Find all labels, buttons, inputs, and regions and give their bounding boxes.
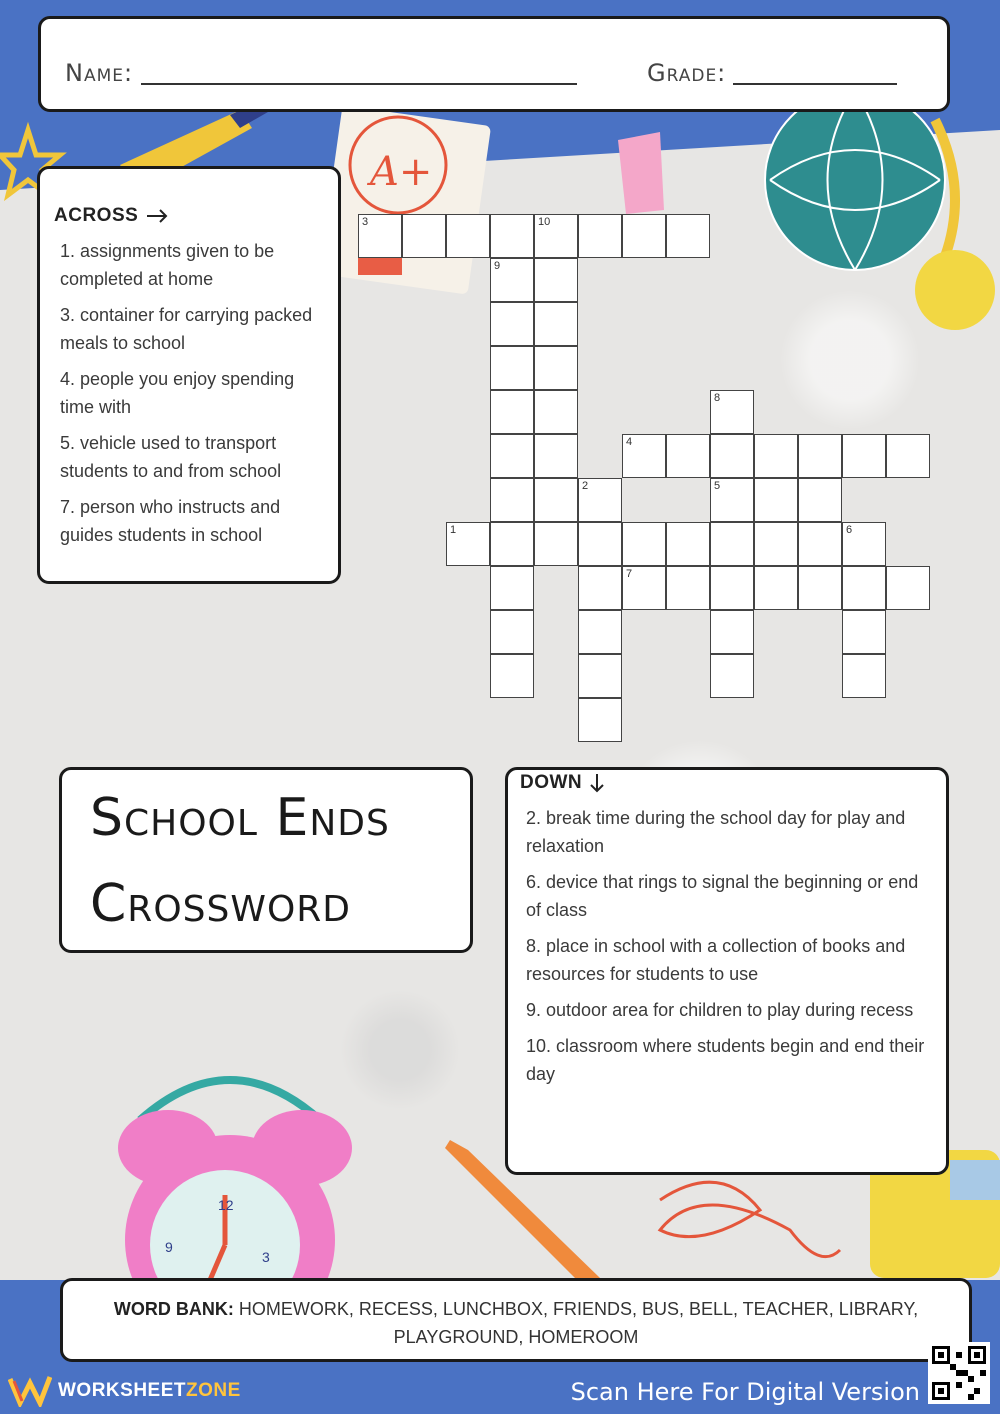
grid-cell[interactable] bbox=[754, 522, 798, 566]
grid-cell[interactable] bbox=[578, 654, 622, 698]
down-clue-2: 2. break time during the school day for play and relaxation bbox=[526, 808, 906, 856]
clue-number: 6 bbox=[846, 524, 853, 536]
grid-cell[interactable] bbox=[578, 698, 622, 742]
grid-cell[interactable] bbox=[798, 566, 842, 610]
grid-cell[interactable] bbox=[710, 522, 754, 566]
across-clue-1: 1. assignments given to be completed at home bbox=[60, 241, 275, 289]
worksheetzone-logo[interactable] bbox=[8, 1375, 241, 1407]
grid-cell[interactable] bbox=[666, 434, 710, 478]
word-bank-panel bbox=[60, 1278, 972, 1362]
qr-code-icon[interactable] bbox=[928, 1342, 990, 1404]
grid-cell[interactable] bbox=[842, 566, 886, 610]
grid-cell[interactable] bbox=[842, 610, 886, 654]
grid-cell[interactable] bbox=[578, 522, 622, 566]
grid-cell[interactable] bbox=[490, 302, 534, 346]
grid-cell[interactable] bbox=[578, 610, 622, 654]
title-line-2: Crossword bbox=[90, 874, 352, 934]
grid-cell[interactable] bbox=[490, 566, 534, 610]
grid-cell[interactable] bbox=[886, 566, 930, 610]
across-clue-7: 7. person who instructs and guides students in school bbox=[60, 497, 281, 545]
title-line-1: School Ends bbox=[90, 788, 390, 848]
clue-number: 10 bbox=[538, 216, 551, 228]
clock-number-9: 9 bbox=[165, 1239, 173, 1255]
grid-cell[interactable] bbox=[886, 434, 930, 478]
grade-label: Grade: bbox=[647, 59, 727, 87]
grid-cell[interactable] bbox=[490, 390, 534, 434]
clock-number-3: 3 bbox=[262, 1249, 270, 1265]
word-bank-label: WORD BANK: bbox=[113, 1299, 234, 1319]
grid-cell[interactable] bbox=[754, 566, 798, 610]
grade-sticker-text: A+ bbox=[370, 149, 433, 195]
clue-number: 8 bbox=[714, 392, 721, 404]
down-clue-9: 9. outdoor area for children to play during recess bbox=[526, 1000, 914, 1020]
globe-illustration bbox=[765, 90, 995, 330]
word-bank-words: HOMEWORK, RECESS, LUNCHBOX, FRIENDS, BUS, BELL, TEACHER, LIBRARY, PLAYGROUND, HOMEROOM bbox=[238, 1299, 919, 1347]
grid-cell[interactable] bbox=[578, 478, 622, 522]
grid-cell[interactable] bbox=[842, 522, 886, 566]
grid-cell[interactable] bbox=[622, 434, 666, 478]
down-clue-6: 6. device that rings to signal the beginning or end of class bbox=[526, 872, 919, 920]
grid-cell[interactable] bbox=[490, 522, 534, 566]
grid-cell[interactable] bbox=[798, 478, 842, 522]
clue-number: 9 bbox=[494, 260, 501, 272]
grid-cell[interactable] bbox=[710, 654, 754, 698]
clue-number: 5 bbox=[714, 480, 721, 492]
grid-cell[interactable] bbox=[490, 214, 534, 258]
across-clue-3: 3. container for carrying packed meals to school bbox=[60, 305, 313, 353]
logo-w-icon bbox=[8, 1375, 52, 1407]
name-label: Name: bbox=[65, 59, 134, 87]
grid-cell[interactable] bbox=[710, 610, 754, 654]
across-clue-4: 4. people you enjoy spending time with bbox=[60, 369, 295, 417]
grid-cell[interactable] bbox=[534, 434, 578, 478]
grid-cell[interactable] bbox=[622, 522, 666, 566]
grid-cell[interactable] bbox=[534, 302, 578, 346]
clue-number: 4 bbox=[626, 436, 633, 448]
grade-line[interactable] bbox=[733, 83, 897, 85]
grid-cell[interactable] bbox=[578, 566, 622, 610]
grid-cell[interactable] bbox=[622, 214, 666, 258]
grid-cell[interactable] bbox=[710, 434, 754, 478]
grid-cell[interactable] bbox=[666, 214, 710, 258]
grid-cell[interactable] bbox=[534, 390, 578, 434]
grid-cell[interactable] bbox=[710, 390, 754, 434]
down-clue-8: 8. place in school with a collection of books and resources for students to use bbox=[526, 936, 906, 984]
grid-cell[interactable] bbox=[490, 610, 534, 654]
across-clue-5: 5. vehicle used to transport students to and from school bbox=[60, 433, 282, 481]
grid-cell[interactable] bbox=[754, 434, 798, 478]
arrow-right-icon bbox=[146, 209, 168, 223]
grid-cell[interactable] bbox=[402, 214, 446, 258]
clue-number: 1 bbox=[450, 524, 457, 536]
down-heading: DOWN bbox=[520, 772, 932, 794]
grid-cell[interactable] bbox=[490, 434, 534, 478]
scribble-illustration bbox=[660, 1182, 840, 1256]
name-line[interactable] bbox=[141, 83, 577, 85]
across-clues-panel bbox=[37, 166, 341, 584]
clue-number: 3 bbox=[362, 216, 369, 228]
down-clues-panel bbox=[505, 767, 949, 1175]
grid-cell[interactable] bbox=[358, 214, 402, 258]
tape-illustration bbox=[618, 132, 664, 214]
grid-cell[interactable] bbox=[446, 522, 490, 566]
grade-notebook-illustration bbox=[319, 105, 491, 294]
grid-cell[interactable] bbox=[490, 478, 534, 522]
grid-cell[interactable] bbox=[666, 566, 710, 610]
grid-cell[interactable] bbox=[622, 566, 666, 610]
grid-cell[interactable] bbox=[490, 654, 534, 698]
word-bank-text bbox=[103, 1295, 929, 1351]
grid-cell[interactable] bbox=[798, 434, 842, 478]
grid-cell[interactable] bbox=[754, 478, 798, 522]
grid-cell[interactable] bbox=[798, 522, 842, 566]
grid-cell[interactable] bbox=[534, 258, 578, 302]
grid-cell[interactable] bbox=[490, 346, 534, 390]
grid-cell[interactable] bbox=[842, 654, 886, 698]
clock-number-12: 12 bbox=[218, 1197, 234, 1213]
arrow-down-icon bbox=[590, 773, 604, 793]
clue-number: 2 bbox=[582, 480, 589, 492]
scan-text: Scan Here For Digital Version bbox=[570, 1378, 920, 1406]
grid-cell[interactable] bbox=[490, 258, 534, 302]
grid-cell[interactable] bbox=[842, 434, 886, 478]
grid-cell[interactable] bbox=[710, 566, 754, 610]
clue-number: 7 bbox=[626, 568, 633, 580]
across-heading: ACROSS bbox=[54, 205, 322, 227]
name-grade-bar bbox=[38, 16, 950, 112]
grid-cell[interactable] bbox=[666, 522, 710, 566]
grid-cell[interactable] bbox=[534, 214, 578, 258]
title-panel bbox=[59, 767, 473, 953]
grid-cell[interactable] bbox=[710, 478, 754, 522]
grid-cell[interactable] bbox=[534, 522, 578, 566]
brand-name: WORKSHEETZONE bbox=[58, 1380, 241, 1401]
grid-cell[interactable] bbox=[578, 214, 622, 258]
down-clue-10: 10. classroom where students begin and end their day bbox=[526, 1036, 925, 1084]
grid-cell[interactable] bbox=[534, 478, 578, 522]
grid-cell[interactable] bbox=[534, 346, 578, 390]
grid-cell[interactable] bbox=[446, 214, 490, 258]
